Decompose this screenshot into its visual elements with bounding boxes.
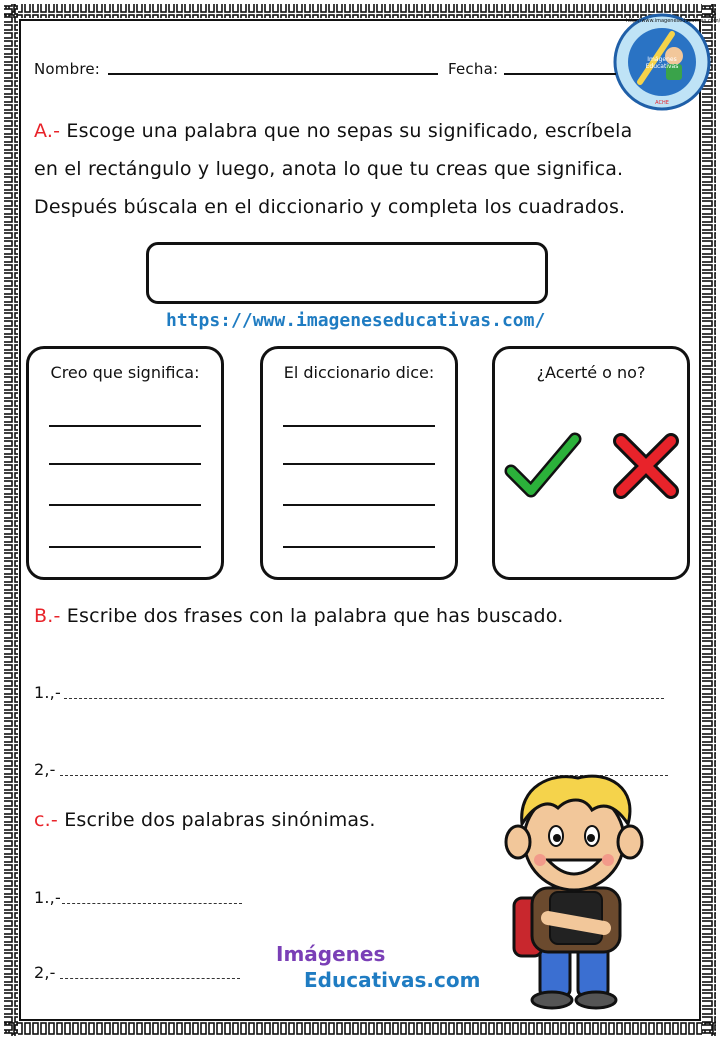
cross-icon[interactable]	[611, 431, 681, 501]
acerte-title: ¿Acerté o no?	[536, 363, 646, 382]
section-c-item2	[34, 963, 56, 982]
logo-badge	[612, 12, 720, 112]
section-c-text: Escribe dos palabras sinónimas.	[64, 809, 376, 831]
fecha-line[interactable]	[504, 73, 616, 75]
section-c-item2-line[interactable]	[60, 978, 240, 979]
section-c-item1-line[interactable]	[62, 903, 242, 904]
section-b-item1-label: 1.,-	[34, 683, 61, 702]
section-c-heading	[34, 809, 376, 831]
section-a-line1	[34, 120, 632, 142]
section-b-item1	[34, 683, 61, 702]
write-line[interactable]	[283, 425, 435, 427]
logo-tag: ACHE	[655, 100, 669, 106]
write-line[interactable]	[49, 546, 201, 548]
section-a-text1: Escoge una palabra que no sepas su significado, escríbela	[66, 120, 633, 142]
section-c-item1-label: 1.,-	[34, 888, 61, 907]
section-b-item2-label: 2,-	[34, 760, 56, 779]
diccionario-box	[260, 346, 458, 580]
write-line[interactable]	[49, 425, 201, 427]
section-b-text: Escribe dos frases con la palabra que has buscado.	[66, 605, 564, 627]
section-b-letter: B.-	[34, 605, 61, 627]
section-a-line2: en el rectángulo y luego, anota lo que tu creas que significa.	[34, 158, 624, 180]
brand-line1: Imágenes	[276, 942, 386, 966]
creo-que-significa-title: Creo que significa:	[50, 363, 200, 382]
section-c-item2-label: 2,-	[34, 963, 56, 982]
section-b-item2	[34, 760, 56, 779]
fecha-label: Fecha:	[448, 60, 499, 78]
diccionario-title: El diccionario dice:	[283, 363, 435, 382]
word-rectangle[interactable]	[146, 242, 548, 304]
website-link[interactable]: https://www.imageneseducativas.com/	[166, 310, 546, 331]
section-c-letter: c.-	[34, 809, 58, 831]
write-line[interactable]	[283, 546, 435, 548]
section-a-line3: Después búscala en el diccionario y completa los cuadrados.	[34, 196, 626, 218]
section-b-item1-line[interactable]	[64, 698, 664, 699]
creo-que-significa-box	[26, 346, 224, 580]
write-line[interactable]	[49, 504, 201, 506]
write-line[interactable]	[283, 504, 435, 506]
section-c-item1	[34, 888, 61, 907]
nombre-line[interactable]	[108, 73, 438, 75]
checkmark-icon[interactable]	[505, 431, 581, 501]
brand-line2: Educativas.com	[304, 968, 481, 992]
nombre-label: Nombre:	[34, 60, 101, 78]
logo-name: Imágenes Educativas	[645, 56, 679, 70]
write-line[interactable]	[283, 463, 435, 465]
section-a-letter: A.-	[34, 120, 61, 142]
acerte-box	[492, 346, 690, 580]
section-b-heading	[34, 605, 564, 627]
boy-illustration	[488, 768, 664, 1012]
logo-url: http://www.imageneseducativas.com/	[626, 18, 720, 24]
write-line[interactable]	[49, 463, 201, 465]
